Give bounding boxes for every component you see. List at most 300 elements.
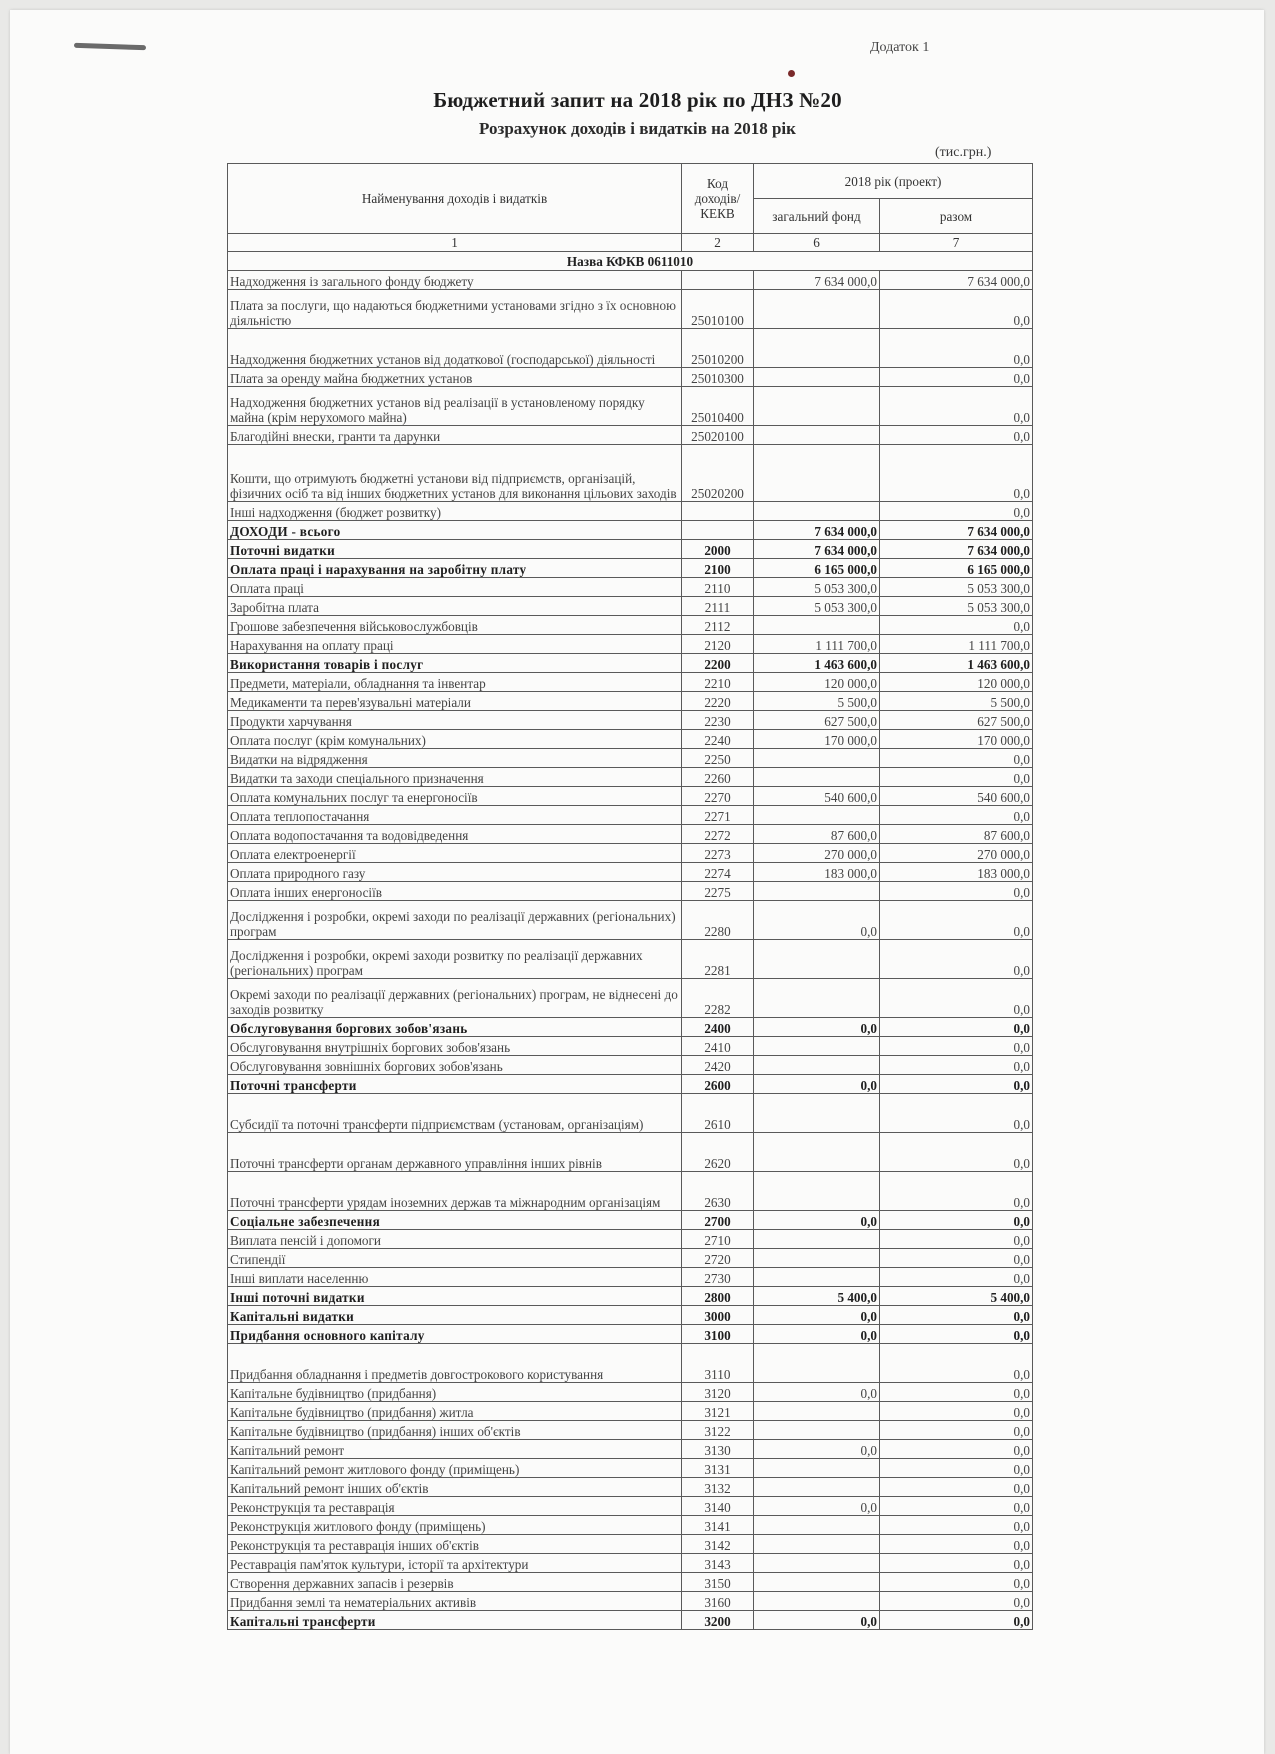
row-general-fund	[754, 1573, 880, 1592]
row-code: 2260	[682, 768, 754, 787]
row-general-fund	[754, 1421, 880, 1440]
row-general-fund	[754, 1344, 880, 1383]
row-name: Видатки та заходи спеціального призначення	[228, 768, 682, 787]
row-general-fund: 7 634 000,0	[754, 271, 880, 290]
row-total: 0,0	[880, 1133, 1033, 1172]
row-total: 6 165 000,0	[880, 559, 1033, 578]
row-general-fund	[754, 1172, 880, 1211]
row-name: Надходження бюджетних установ від додаткової (господарської) діяльності	[228, 329, 682, 368]
row-name: Капітальне будівництво (придбання) інших об'єктів	[228, 1421, 682, 1440]
table-row	[228, 1421, 1033, 1440]
row-total: 0,0	[880, 329, 1033, 368]
row-total: 0,0	[880, 1421, 1033, 1440]
row-name: Дослідження і розробки, окремі заходи по реалізації державних (регіональних) програм	[228, 901, 682, 940]
row-code: 2280	[682, 901, 754, 940]
row-general-fund: 5 400,0	[754, 1287, 880, 1306]
row-general-fund	[754, 445, 880, 502]
row-code: 3140	[682, 1497, 754, 1516]
row-name: Створення державних запасів і резервів	[228, 1573, 682, 1592]
table-row	[228, 559, 1033, 578]
row-general-fund: 0,0	[754, 1383, 880, 1402]
row-total: 1 111 700,0	[880, 635, 1033, 654]
row-general-fund: 5 500,0	[754, 692, 880, 711]
row-general-fund: 0,0	[754, 1611, 880, 1630]
row-general-fund: 7 634 000,0	[754, 540, 880, 559]
row-total: 0,0	[880, 1325, 1033, 1344]
row-name: Надходження із загального фонду бюджету	[228, 271, 682, 290]
row-general-fund	[754, 768, 880, 787]
row-total: 87 600,0	[880, 825, 1033, 844]
table-row	[228, 806, 1033, 825]
row-code: 2600	[682, 1075, 754, 1094]
row-general-fund: 6 165 000,0	[754, 559, 880, 578]
row-name: Оплата праці і нарахування на заробітну плату	[228, 559, 682, 578]
table-row	[228, 940, 1033, 979]
table-row	[228, 1573, 1033, 1592]
row-total: 0,0	[880, 1592, 1033, 1611]
row-code: 3120	[682, 1383, 754, 1402]
table-row	[228, 1325, 1033, 1344]
row-general-fund	[754, 368, 880, 387]
row-total: 0,0	[880, 749, 1033, 768]
row-name: Використання товарів і послуг	[228, 654, 682, 673]
table-row	[228, 1037, 1033, 1056]
row-code: 25010400	[682, 387, 754, 426]
row-code: 2410	[682, 1037, 754, 1056]
row-general-fund	[754, 1249, 880, 1268]
row-name: Придбання основного капіталу	[228, 1325, 682, 1344]
table-row	[228, 290, 1033, 329]
row-total: 0,0	[880, 1230, 1033, 1249]
row-total: 0,0	[880, 1497, 1033, 1516]
table-row	[228, 426, 1033, 445]
row-name: Оплата праці	[228, 578, 682, 597]
row-name: Поточні видатки	[228, 540, 682, 559]
row-total: 0,0	[880, 1573, 1033, 1592]
row-code: 2240	[682, 730, 754, 749]
row-code: 2710	[682, 1230, 754, 1249]
table-row	[228, 329, 1033, 368]
row-code: 2112	[682, 616, 754, 635]
row-name: Придбання землі та нематеріальних активів	[228, 1592, 682, 1611]
row-general-fund: 0,0	[754, 1306, 880, 1325]
table-row	[228, 979, 1033, 1018]
row-total: 0,0	[880, 768, 1033, 787]
table-row	[228, 445, 1033, 502]
row-name: Предмети, матеріали, обладнання та інвентар	[228, 673, 682, 692]
table-row	[228, 1172, 1033, 1211]
header-total: разом	[880, 199, 1033, 234]
table-row	[228, 730, 1033, 749]
section-row	[228, 252, 1033, 271]
table-header-row	[228, 164, 1033, 199]
table-row	[228, 1249, 1033, 1268]
row-total: 0,0	[880, 1172, 1033, 1211]
row-general-fund: 0,0	[754, 1075, 880, 1094]
table-row	[228, 825, 1033, 844]
row-code: 2110	[682, 578, 754, 597]
section-title: Назва КФКВ 0611010	[228, 252, 1033, 271]
row-total: 5 500,0	[880, 692, 1033, 711]
row-code: 2270	[682, 787, 754, 806]
row-name: Реконструкція та реставрація інших об'єктів	[228, 1535, 682, 1554]
table-row	[228, 901, 1033, 940]
row-name: Оплата теплопостачання	[228, 806, 682, 825]
row-code: 25020100	[682, 426, 754, 445]
row-code: 2420	[682, 1056, 754, 1075]
row-total: 0,0	[880, 1440, 1033, 1459]
row-general-fund	[754, 1056, 880, 1075]
row-name: Оплата природного газу	[228, 863, 682, 882]
row-general-fund: 540 600,0	[754, 787, 880, 806]
row-code	[682, 502, 754, 521]
table-row	[228, 597, 1033, 616]
table-row	[228, 271, 1033, 290]
row-general-fund: 5 053 300,0	[754, 578, 880, 597]
table-row	[228, 502, 1033, 521]
row-name: Капітальні трансферти	[228, 1611, 682, 1630]
row-name: Поточні трансферти органам державного управління інших рівнів	[228, 1133, 682, 1172]
row-name: Оплата водопостачання та водовідведення	[228, 825, 682, 844]
row-code: 2620	[682, 1133, 754, 1172]
row-name: Стипендії	[228, 1249, 682, 1268]
row-total: 7 634 000,0	[880, 271, 1033, 290]
row-total: 0,0	[880, 1478, 1033, 1497]
row-general-fund	[754, 1592, 880, 1611]
column-index: 6	[754, 234, 880, 252]
table-row	[228, 768, 1033, 787]
row-total: 5 053 300,0	[880, 597, 1033, 616]
row-name: Обслуговування зовнішніх боргових зобов'язань	[228, 1056, 682, 1075]
row-total: 627 500,0	[880, 711, 1033, 730]
row-general-fund	[754, 1133, 880, 1172]
table-row	[228, 1535, 1033, 1554]
row-name: Плата за послуги, що надаються бюджетними установами згідно з їх основною діяльністю	[228, 290, 682, 329]
row-total: 0,0	[880, 616, 1033, 635]
row-general-fund	[754, 806, 880, 825]
row-general-fund: 120 000,0	[754, 673, 880, 692]
row-general-fund: 5 053 300,0	[754, 597, 880, 616]
row-total: 170 000,0	[880, 730, 1033, 749]
table-row	[228, 1440, 1033, 1459]
table-row	[228, 844, 1033, 863]
row-total: 183 000,0	[880, 863, 1033, 882]
row-name: Заробітна плата	[228, 597, 682, 616]
row-total: 0,0	[880, 1056, 1033, 1075]
row-code: 2273	[682, 844, 754, 863]
table-row	[228, 1075, 1033, 1094]
table-row	[228, 1516, 1033, 1535]
table-row	[228, 692, 1033, 711]
row-code: 2630	[682, 1172, 754, 1211]
row-general-fund	[754, 1478, 880, 1497]
row-code: 2730	[682, 1268, 754, 1287]
row-code: 2200	[682, 654, 754, 673]
table-row	[228, 673, 1033, 692]
row-code: 2282	[682, 979, 754, 1018]
table-row	[228, 787, 1033, 806]
row-code: 3131	[682, 1459, 754, 1478]
row-name: Окремі заходи по реалізації державних (регіональних) програм, не віднесені до заходів розвитку	[228, 979, 682, 1018]
row-code: 3150	[682, 1573, 754, 1592]
row-general-fund: 7 634 000,0	[754, 521, 880, 540]
table-row	[228, 1056, 1033, 1075]
row-general-fund	[754, 387, 880, 426]
row-total: 0,0	[880, 426, 1033, 445]
row-code: 2271	[682, 806, 754, 825]
page-title: Бюджетний запит на 2018 рік по ДНЗ №20	[433, 88, 842, 112]
table-row	[228, 578, 1033, 597]
row-total: 0,0	[880, 1383, 1033, 1402]
units-label: (тис.грн.)	[935, 145, 992, 160]
row-code: 2720	[682, 1249, 754, 1268]
table-row	[228, 1268, 1033, 1287]
column-index: 1	[228, 234, 682, 252]
table-row	[228, 1497, 1033, 1516]
row-total: 0,0	[880, 1554, 1033, 1573]
row-general-fund	[754, 1516, 880, 1535]
table-row	[228, 1383, 1033, 1402]
row-code: 2000	[682, 540, 754, 559]
row-name: Поточні трансферти урядам іноземних держав та міжнародним організаціям	[228, 1172, 682, 1211]
row-general-fund	[754, 502, 880, 521]
row-code: 2272	[682, 825, 754, 844]
row-name: Реконструкція житлового фонду (приміщень)	[228, 1516, 682, 1535]
row-code: 2700	[682, 1211, 754, 1230]
budget-table	[227, 163, 1033, 1630]
row-name: Інші надходження (бюджет розвитку)	[228, 502, 682, 521]
row-code: 2120	[682, 635, 754, 654]
row-total: 0,0	[880, 882, 1033, 901]
row-total: 0,0	[880, 368, 1033, 387]
row-code: 2111	[682, 597, 754, 616]
table-row	[228, 616, 1033, 635]
table-row	[228, 1478, 1033, 1497]
row-total: 0,0	[880, 1516, 1033, 1535]
scan-dot	[788, 70, 795, 77]
row-general-fund	[754, 1459, 880, 1478]
row-general-fund	[754, 1094, 880, 1133]
row-name: Капітальне будівництво (придбання)	[228, 1383, 682, 1402]
table-row	[228, 1018, 1033, 1037]
row-general-fund	[754, 426, 880, 445]
row-code: 3122	[682, 1421, 754, 1440]
table-row	[228, 654, 1033, 673]
page-subtitle: Розрахунок доходів і видатків на 2018 рік	[479, 119, 796, 138]
row-general-fund	[754, 616, 880, 635]
header-year: 2018 рік (проект)	[754, 164, 1033, 199]
row-name: Оплата електроенергії	[228, 844, 682, 863]
row-name: Оплата інших енергоносіїв	[228, 882, 682, 901]
column-index: 7	[880, 234, 1033, 252]
row-name: Продукти харчування	[228, 711, 682, 730]
row-name: Інші виплати населенню	[228, 1268, 682, 1287]
row-total: 0,0	[880, 1075, 1033, 1094]
table-row	[228, 635, 1033, 654]
row-general-fund: 87 600,0	[754, 825, 880, 844]
row-total: 0,0	[880, 1611, 1033, 1630]
row-general-fund	[754, 290, 880, 329]
table-row	[228, 1611, 1033, 1630]
column-index: 2	[682, 234, 754, 252]
row-total: 0,0	[880, 940, 1033, 979]
row-name: Дослідження і розробки, окремі заходи розвитку по реалізації державних (регіональних) програм	[228, 940, 682, 979]
row-name: Плата за оренду майна бюджетних установ	[228, 368, 682, 387]
row-name: Виплата пенсій і допомоги	[228, 1230, 682, 1249]
table-row	[228, 1094, 1033, 1133]
row-total: 0,0	[880, 1018, 1033, 1037]
row-name: Кошти, що отримують бюджетні установи від підприємств, організацій, фізичних осіб та від інших бюджетних установ для виконання цільових заходів	[228, 445, 682, 502]
row-total: 270 000,0	[880, 844, 1033, 863]
row-general-fund	[754, 749, 880, 768]
row-total: 5 053 300,0	[880, 578, 1033, 597]
table-row	[228, 1344, 1033, 1383]
row-code: 2610	[682, 1094, 754, 1133]
row-total: 0,0	[880, 1268, 1033, 1287]
row-general-fund	[754, 1268, 880, 1287]
row-name: Поточні трансферти	[228, 1075, 682, 1094]
row-name: Капітальний ремонт	[228, 1440, 682, 1459]
row-general-fund	[754, 979, 880, 1018]
row-total: 0,0	[880, 387, 1033, 426]
table-row	[228, 1133, 1033, 1172]
row-total: 0,0	[880, 1037, 1033, 1056]
row-total: 120 000,0	[880, 673, 1033, 692]
row-name: Капітальні видатки	[228, 1306, 682, 1325]
row-general-fund: 0,0	[754, 901, 880, 940]
table-row	[228, 1402, 1033, 1421]
row-total: 0,0	[880, 806, 1033, 825]
header-name: Найменування доходів і видатків	[228, 164, 682, 234]
row-total: 7 634 000,0	[880, 521, 1033, 540]
row-code	[682, 521, 754, 540]
row-code: 25010100	[682, 290, 754, 329]
row-total: 5 400,0	[880, 1287, 1033, 1306]
row-total: 0,0	[880, 1094, 1033, 1133]
row-code: 3000	[682, 1306, 754, 1325]
header-general-fund: загальний фонд	[754, 199, 880, 234]
row-code: 3143	[682, 1554, 754, 1573]
row-total: 0,0	[880, 1535, 1033, 1554]
row-name: Видатки на відрядження	[228, 749, 682, 768]
table-row	[228, 1592, 1033, 1611]
row-total: 0,0	[880, 290, 1033, 329]
table-row	[228, 1554, 1033, 1573]
row-name: Реконструкція та реставрація	[228, 1497, 682, 1516]
table-row	[228, 1306, 1033, 1325]
row-name: Медикаменти та перев'язувальні матеріали	[228, 692, 682, 711]
table-row	[228, 863, 1033, 882]
table-row	[228, 882, 1033, 901]
row-code: 2281	[682, 940, 754, 979]
row-general-fund: 0,0	[754, 1018, 880, 1037]
row-general-fund: 0,0	[754, 1440, 880, 1459]
row-code: 2100	[682, 559, 754, 578]
row-general-fund: 1 111 700,0	[754, 635, 880, 654]
row-code: 3160	[682, 1592, 754, 1611]
row-code: 3141	[682, 1516, 754, 1535]
row-name: Надходження бюджетних установ від реалізації в установленому порядку майна (крім нерухомого майна)	[228, 387, 682, 426]
table-row	[228, 540, 1033, 559]
header-code: Код доходів/ КЕКВ	[682, 164, 754, 234]
row-code: 25010200	[682, 329, 754, 368]
row-name: Грошове забезпечення військовослужбовців	[228, 616, 682, 635]
row-name: Оплата послуг (крім комунальних)	[228, 730, 682, 749]
row-total: 0,0	[880, 502, 1033, 521]
row-code: 2230	[682, 711, 754, 730]
row-code: 3200	[682, 1611, 754, 1630]
row-code: 3110	[682, 1344, 754, 1383]
row-general-fund	[754, 1402, 880, 1421]
row-general-fund: 0,0	[754, 1211, 880, 1230]
row-general-fund: 183 000,0	[754, 863, 880, 882]
row-code: 2275	[682, 882, 754, 901]
row-code: 25020200	[682, 445, 754, 502]
row-total: 1 463 600,0	[880, 654, 1033, 673]
row-code: 2210	[682, 673, 754, 692]
table-row	[228, 1287, 1033, 1306]
row-code: 2800	[682, 1287, 754, 1306]
table-row	[228, 368, 1033, 387]
row-general-fund	[754, 1554, 880, 1573]
row-general-fund: 627 500,0	[754, 711, 880, 730]
row-name: ДОХОДИ - всього	[228, 521, 682, 540]
row-total: 0,0	[880, 1249, 1033, 1268]
annex-label: Додаток 1	[870, 40, 930, 55]
row-name: Нарахування на оплату праці	[228, 635, 682, 654]
row-name: Придбання обладнання і предметів довгострокового користування	[228, 1344, 682, 1383]
table-row	[228, 387, 1033, 426]
table-row	[228, 521, 1033, 540]
row-total: 7 634 000,0	[880, 540, 1033, 559]
row-total: 0,0	[880, 979, 1033, 1018]
row-general-fund: 0,0	[754, 1497, 880, 1516]
row-code: 3142	[682, 1535, 754, 1554]
row-code: 2250	[682, 749, 754, 768]
row-total: 0,0	[880, 1306, 1033, 1325]
table-row	[228, 711, 1033, 730]
row-code: 3130	[682, 1440, 754, 1459]
row-general-fund: 0,0	[754, 1325, 880, 1344]
row-code: 3100	[682, 1325, 754, 1344]
row-general-fund	[754, 1230, 880, 1249]
row-name: Субсидії та поточні трансферти підприємствам (установам, організаціям)	[228, 1094, 682, 1133]
row-total: 0,0	[880, 1211, 1033, 1230]
column-index-row	[228, 234, 1033, 252]
table-row	[228, 1211, 1033, 1230]
row-code: 2220	[682, 692, 754, 711]
row-code: 2400	[682, 1018, 754, 1037]
table-row	[228, 1230, 1033, 1249]
row-general-fund	[754, 1037, 880, 1056]
row-general-fund	[754, 329, 880, 368]
row-general-fund: 270 000,0	[754, 844, 880, 863]
row-name: Інші поточні видатки	[228, 1287, 682, 1306]
table-row	[228, 749, 1033, 768]
row-name: Обслуговування внутрішніх боргових зобов'язань	[228, 1037, 682, 1056]
row-name: Обслуговування боргових зобов'язань	[228, 1018, 682, 1037]
row-code: 3121	[682, 1402, 754, 1421]
row-name: Оплата комунальних послуг та енергоносіїв	[228, 787, 682, 806]
table-row	[228, 1459, 1033, 1478]
row-name: Благодійні внески, гранти та дарунки	[228, 426, 682, 445]
row-general-fund: 170 000,0	[754, 730, 880, 749]
row-code: 3132	[682, 1478, 754, 1497]
scan-mark	[74, 43, 146, 51]
row-total: 0,0	[880, 445, 1033, 502]
row-name: Капітальне будівництво (придбання) житла	[228, 1402, 682, 1421]
row-name: Соціальне забезпечення	[228, 1211, 682, 1230]
